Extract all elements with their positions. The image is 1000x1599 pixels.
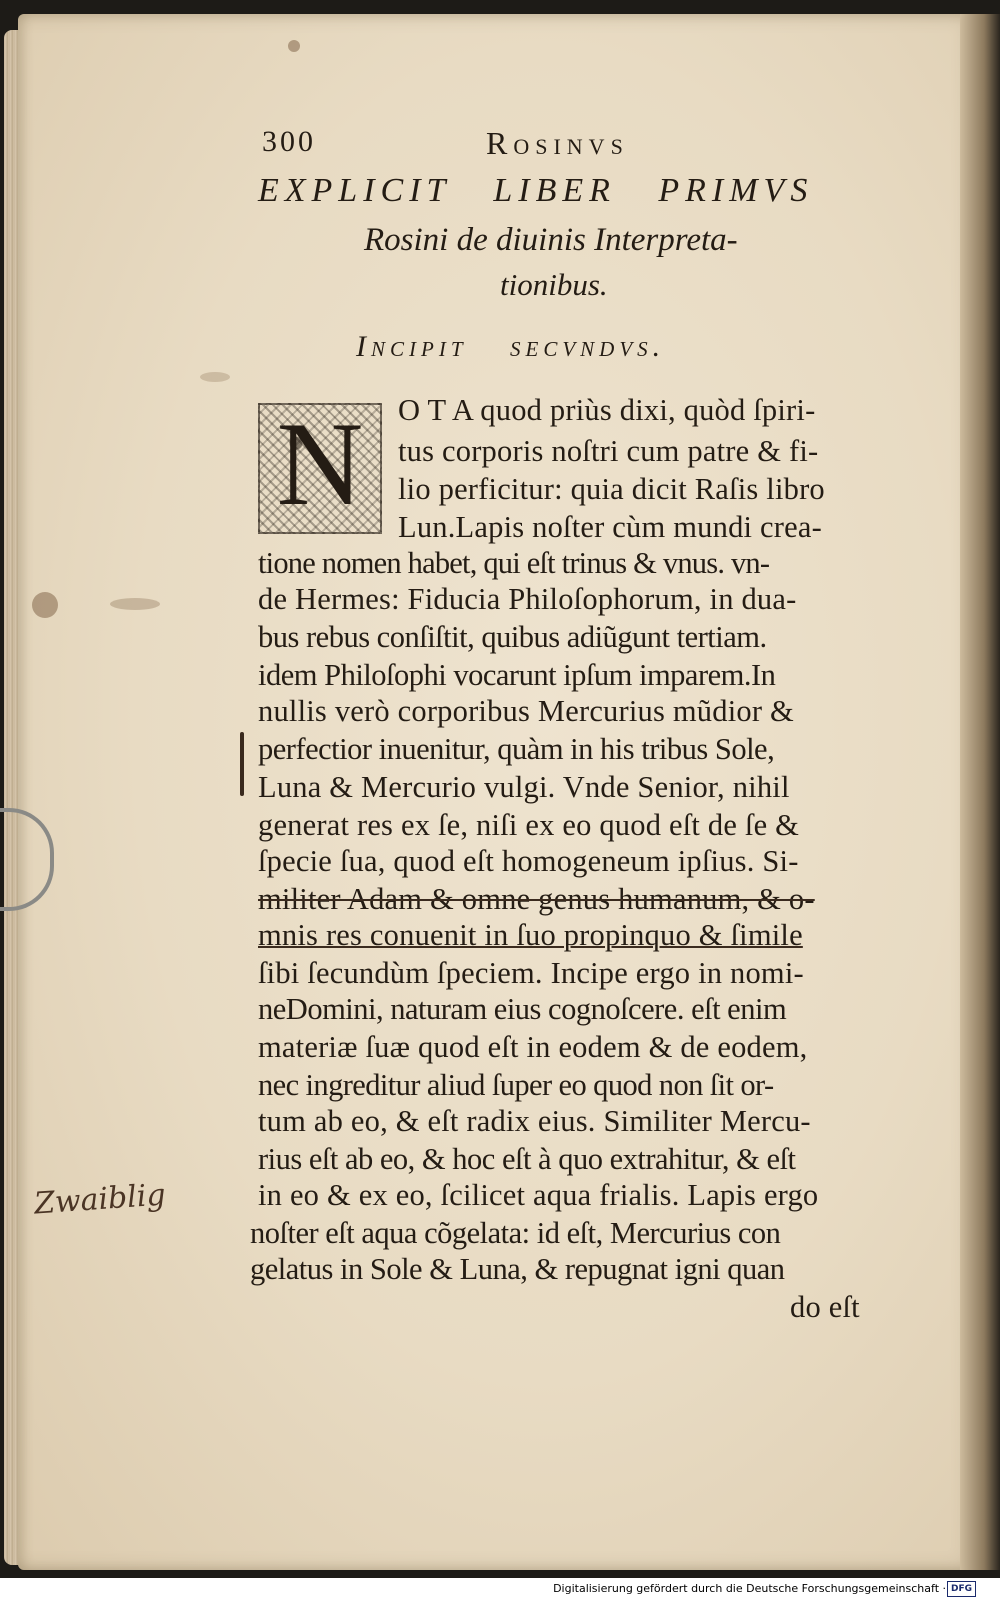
body-line: ſibi ſecundùm ſpeciem. Incipe ergo in nomi- (258, 956, 804, 990)
incipit-heading: Incipit secvndvs. (356, 330, 666, 363)
body-line: tum ab eo, & eſt radix eius. Similiter Mercu- (258, 1104, 811, 1138)
handwritten-margin-note: Zwaiblig (32, 1177, 167, 1222)
dfg-logo: DFG (947, 1581, 976, 1597)
body-line: idem Philoſophi vocarunt ipſum imparem.In (258, 658, 776, 692)
body-line: perfectior inuenitur, quàm in his tribus Sole, (258, 732, 775, 766)
body-line: rius eſt ab eo, & hoc eſt à quo extrahitur, & eſt (258, 1142, 796, 1176)
body-line: tus corporis noſtri cum patre & fi- (398, 434, 819, 468)
body-line: in eo & ex eo, ſcilicet aqua frialis. Lapis ergo (258, 1178, 819, 1212)
body-line: noſter eſt aqua cõgelata: id eſt, Mercurius con (250, 1216, 781, 1250)
book-gutter (960, 14, 1000, 1570)
explicit-heading: EXPLICIT LIBER PRIMVS (258, 172, 814, 209)
body-line: lio perficitur: quia dicit Raſis libro (398, 472, 825, 506)
running-head: Rosinvs (486, 125, 629, 161)
stain (110, 598, 160, 610)
body-line: nullis verò corporibus Mercurius mũdior & (258, 694, 794, 728)
page-number: 300 (262, 125, 316, 158)
heading-subtitle-line-2: tionibus. (500, 267, 608, 302)
decorated-initial (258, 397, 382, 534)
body-line-struck: militer Adam & omne genus humanum, & o- (258, 882, 815, 916)
body-line: nec ingreditur aliud ſuper eo quod non ſit or- (258, 1068, 774, 1102)
body-line: tione nomen habet, qui eſt trinus & vnus. vn- (258, 546, 770, 580)
body-line: O T A quod priùs dixi, quòd ſpiri- (398, 393, 816, 427)
body-line: materiæ ſuæ quod eſt in eodem & de eodem, (258, 1030, 808, 1064)
body-line: generat res ex ſe, niſi ex eo quod eſt de ſe & (258, 808, 800, 842)
body-line: de Hermes: Fiducia Philoſophorum, in dua- (258, 582, 797, 616)
stain (32, 592, 58, 618)
body-line: ſpecie ſua, quod eſt homogeneum ipſius. Si- (258, 844, 799, 878)
body-line-underlined: mnis res conuenit in ſuo propinquo & ſimile (258, 918, 803, 952)
body-line: neDomini, naturam eius cognoſcere. eſt enim (258, 992, 787, 1026)
body-line: Lun.Lapis noſter cùm mundi crea- (398, 510, 822, 544)
catchword: do eſt (790, 1290, 860, 1324)
initial-letter: N (276, 397, 364, 530)
stain (200, 372, 230, 382)
body-line: bus rebus conſiſtit, quibus adiũgunt tertiam. (258, 620, 767, 654)
heading-subtitle-line-1: Rosini de diuinis Interpreta- (364, 222, 738, 258)
footer-bar (0, 1578, 1000, 1599)
body-line: Luna & Mercurio vulgi. Vnde Senior, nihil (258, 770, 790, 804)
footer-credit: Digitalisierung gefördert durch die Deutsche Forschungsgemeinschaft · (553, 1582, 946, 1595)
body-line: gelatus in Sole & Luna, & repugnat igni quan (250, 1252, 785, 1286)
stain (288, 40, 300, 52)
margin-mark (240, 732, 244, 796)
